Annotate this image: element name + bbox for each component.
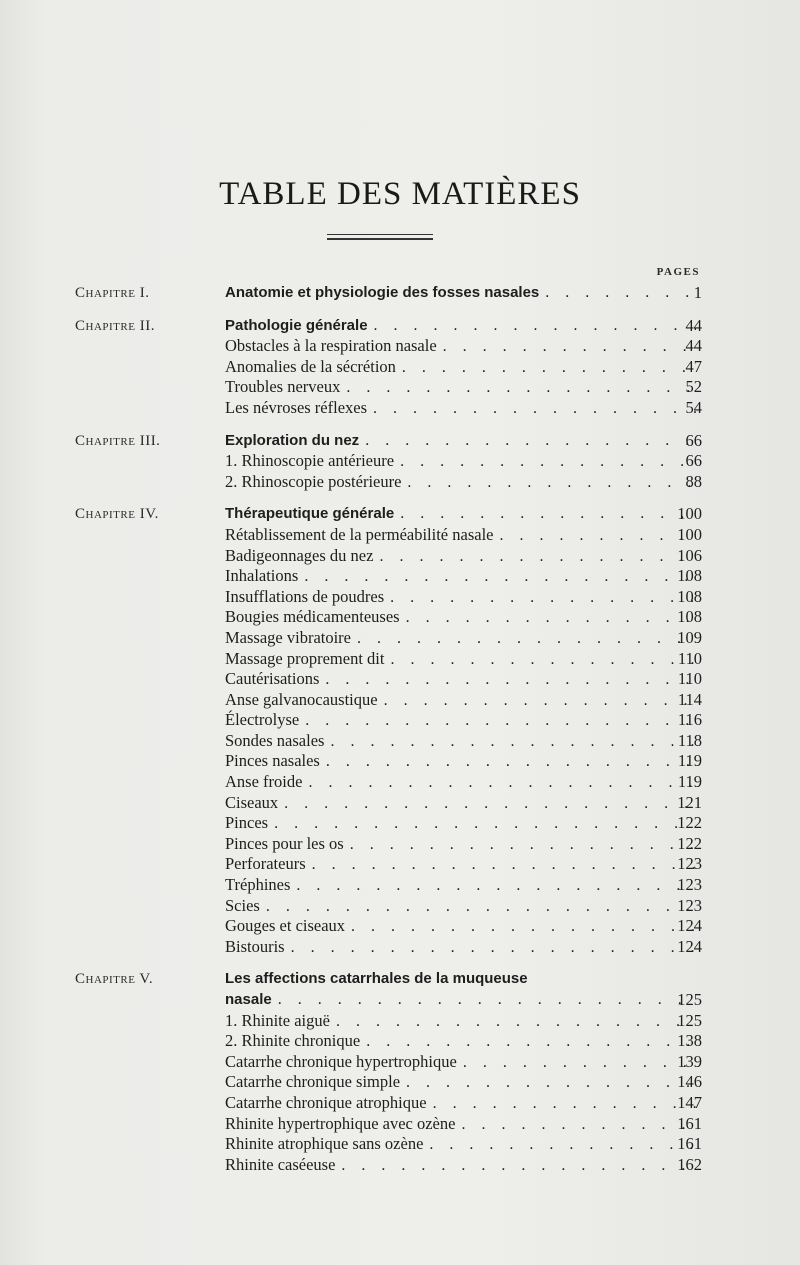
toc-row <box>0 969 800 990</box>
toc-row <box>0 813 800 834</box>
page-number: 100 <box>677 504 702 524</box>
page-number: 109 <box>677 627 702 647</box>
dot-leader <box>351 917 696 938</box>
page-number: 161 <box>677 1134 702 1154</box>
table-of-contents <box>0 283 800 1175</box>
entry-title: Massage proprement dit <box>225 648 385 668</box>
dot-leader <box>336 1012 696 1033</box>
entry-title: Gouges et ciseaux <box>225 916 346 936</box>
chapter-label: Chapitre I. <box>75 285 150 301</box>
page-number: 118 <box>677 730 702 750</box>
page-number: 124 <box>677 916 702 936</box>
dot-leader <box>366 1032 696 1053</box>
toc-entry <box>225 607 702 629</box>
chapter-label: Chapitre II. <box>75 317 155 334</box>
entry-title: Perforateurs <box>225 854 306 874</box>
entry-title: Anse galvanocaustique <box>225 689 378 709</box>
dot-leader <box>400 504 696 525</box>
entry-title: Catarrhe chronique hypertrophique <box>225 1051 457 1071</box>
entry-title: 2. Rhinite chronique <box>225 1031 361 1051</box>
page-number: 146 <box>677 1072 702 1092</box>
toc-row <box>0 990 800 1011</box>
page-number: 66 <box>685 451 702 471</box>
entry-title: Rhinite atrophique sans ozène <box>225 1134 424 1154</box>
entry-title: Pinces nasales <box>225 751 320 771</box>
toc-entry <box>225 1052 702 1074</box>
toc-entry <box>225 896 702 918</box>
toc-spacer <box>0 957 800 969</box>
dot-leader <box>443 337 696 358</box>
page-number: 123 <box>677 875 702 895</box>
entry-title: Insufflations de poudres <box>225 586 385 606</box>
page-number: 138 <box>677 1031 702 1051</box>
toc-row <box>0 710 800 731</box>
entry-title: Exploration du nez <box>225 431 360 449</box>
toc-row <box>0 607 800 628</box>
toc-row <box>0 398 800 419</box>
page-number: 114 <box>677 689 702 709</box>
entry-title: Inhalations <box>225 566 299 586</box>
dot-leader <box>384 691 696 712</box>
toc-entry <box>225 504 702 525</box>
toc-entry <box>225 1072 702 1094</box>
dot-leader <box>304 567 696 588</box>
dot-leader <box>373 399 696 420</box>
dot-leader <box>325 670 696 691</box>
page-number: 139 <box>677 1051 702 1071</box>
dot-leader <box>402 358 696 379</box>
toc-entry <box>225 854 702 876</box>
page-number: 44 <box>685 315 702 335</box>
toc-entry <box>225 377 702 399</box>
page-number: 108 <box>677 566 702 586</box>
dot-leader <box>326 752 696 773</box>
toc-entry <box>225 669 702 691</box>
toc-row <box>0 937 800 958</box>
toc-entry <box>225 690 702 712</box>
toc-entry <box>225 1134 702 1156</box>
toc-row <box>0 1011 800 1032</box>
toc-row <box>0 731 800 752</box>
toc-entry <box>225 793 702 815</box>
page-number: 106 <box>677 545 702 565</box>
toc-entry <box>225 813 702 835</box>
entry-title: Catarrhe chronique simple <box>225 1072 401 1092</box>
toc-entry <box>225 398 702 420</box>
title-rule-thick <box>327 238 433 240</box>
page-number: 52 <box>685 377 702 397</box>
page-number: 147 <box>677 1092 702 1112</box>
page-number: 1 <box>693 283 702 302</box>
dot-leader <box>545 283 696 304</box>
dot-leader <box>429 1135 696 1156</box>
dot-leader <box>312 855 696 876</box>
toc-spacer <box>0 492 800 504</box>
entry-title: Rétablissement de la perméabilité nasale <box>225 524 494 544</box>
toc-row <box>0 1072 800 1093</box>
entry-title: 1. Rhinite aiguë <box>225 1010 330 1030</box>
dot-leader <box>346 378 696 399</box>
entry-title: Pinces <box>225 813 269 833</box>
toc-entry <box>225 336 702 358</box>
dot-leader <box>365 431 696 452</box>
toc-entry <box>225 710 702 732</box>
dot-leader <box>406 1073 696 1094</box>
toc-entry <box>225 937 702 959</box>
entry-title: Pinces pour les os <box>225 833 344 853</box>
toc-row <box>0 316 800 337</box>
chapter-label: Chapitre III. <box>75 432 161 449</box>
dot-leader <box>357 629 696 650</box>
page-number: 119 <box>677 772 702 792</box>
dot-leader <box>284 794 696 815</box>
toc-entry <box>225 546 702 568</box>
toc-entry <box>225 916 702 938</box>
dot-leader <box>350 835 696 856</box>
page-number: 54 <box>685 397 702 417</box>
toc-row <box>0 525 800 546</box>
dot-leader <box>390 650 696 671</box>
title-rule-thin <box>327 234 433 235</box>
page-number: 108 <box>677 607 702 627</box>
toc-entry <box>225 472 702 494</box>
dot-leader <box>463 1053 696 1074</box>
page-number: 162 <box>677 1154 702 1174</box>
toc-row <box>0 834 800 855</box>
entry-title: Sondes nasales <box>225 730 325 750</box>
entry-title: Obstacles à la respiration nasale <box>225 336 437 356</box>
dot-leader <box>274 814 696 835</box>
toc-entry <box>225 566 702 588</box>
toc-row <box>0 772 800 793</box>
chapter-label: Chapitre IV. <box>75 506 159 523</box>
entry-title: Rhinite hypertrophique avec ozène <box>225 1113 456 1133</box>
dot-leader <box>379 547 696 568</box>
entry-title: Massage vibratoire <box>225 627 351 647</box>
dot-leader <box>341 1156 696 1177</box>
entry-title: nasale <box>225 991 272 1008</box>
toc-entry <box>225 875 702 897</box>
dot-leader <box>390 588 696 609</box>
page-number: 161 <box>677 1113 702 1133</box>
toc-row <box>0 283 800 304</box>
toc-row <box>0 690 800 711</box>
page-number: 122 <box>677 833 702 853</box>
toc-row <box>0 336 800 357</box>
entry-title: Les névroses réflexes <box>225 397 368 417</box>
toc-row <box>0 587 800 608</box>
page-number: 47 <box>685 356 702 376</box>
toc-row <box>0 669 800 690</box>
toc-row <box>0 1052 800 1073</box>
toc-row <box>0 451 800 472</box>
toc-entry <box>225 1093 702 1115</box>
toc-row <box>0 1093 800 1114</box>
toc-entry <box>225 969 760 990</box>
page-number: 122 <box>677 813 702 833</box>
toc-entry <box>225 649 702 671</box>
page-number: 110 <box>677 669 702 689</box>
toc-row <box>0 649 800 670</box>
page-number: 110 <box>677 648 702 668</box>
toc-entry <box>225 834 702 856</box>
dot-leader <box>291 938 696 959</box>
dot-leader <box>374 316 696 337</box>
toc-entry <box>225 1011 702 1033</box>
toc-spacer <box>0 304 800 316</box>
entry-title: Catarrhe chronique atrophique <box>225 1092 427 1112</box>
dot-leader <box>296 876 696 897</box>
page-number: 124 <box>677 936 702 956</box>
toc-row <box>0 546 800 567</box>
toc-row <box>0 628 800 649</box>
entry-title: 1. Rhinoscopie antérieure <box>225 451 395 471</box>
toc-entry <box>225 628 702 650</box>
toc-entry <box>225 283 702 304</box>
page-number: 125 <box>677 990 702 1009</box>
toc-entry <box>225 525 702 547</box>
page-number: 125 <box>677 1010 702 1030</box>
entry-title: Électrolyse <box>225 710 300 730</box>
entry-title: Ciseaux <box>225 792 279 812</box>
toc-entry <box>225 990 702 1011</box>
page-number: 88 <box>685 471 702 491</box>
toc-entry <box>225 1114 702 1136</box>
page-number: 123 <box>677 854 702 874</box>
dot-leader <box>400 452 696 473</box>
dot-leader <box>308 773 696 794</box>
entry-title: Badigeonnages du nez <box>225 545 374 565</box>
toc-row <box>0 1114 800 1135</box>
page-title: TABLE DES MATIÈRES <box>219 176 581 212</box>
dot-leader <box>266 897 696 918</box>
toc-row <box>0 1031 800 1052</box>
toc-row <box>0 896 800 917</box>
toc-entry <box>225 751 702 773</box>
dot-leader <box>407 473 696 494</box>
toc-entry <box>225 451 702 473</box>
entry-title: Scies <box>225 895 260 915</box>
page-number: 44 <box>685 336 702 356</box>
entry-title: Anatomie et physiologie des fosses nasales <box>225 284 540 301</box>
pages-column-header: PAGES <box>656 266 700 278</box>
dot-leader <box>278 990 696 1011</box>
page-number: 100 <box>677 524 702 544</box>
entry-title: Anse froide <box>225 772 303 792</box>
toc-row <box>0 357 800 378</box>
dot-leader <box>433 1094 696 1115</box>
dot-leader <box>461 1115 696 1136</box>
entry-title: Les affections catarrhales de la muqueuse <box>225 970 528 988</box>
entry-title: Pathologie générale <box>225 316 368 334</box>
entry-title: Tréphines <box>225 875 291 895</box>
entry-title: Anomalies de la sécrétion <box>225 356 396 376</box>
toc-row <box>0 431 800 452</box>
dot-leader <box>305 711 696 732</box>
toc-row <box>0 1134 800 1155</box>
entry-title: Troubles nerveux <box>225 377 341 397</box>
toc-entry <box>225 316 702 337</box>
page-number: 116 <box>677 710 702 730</box>
entry-title: Thérapeutique générale <box>225 505 395 523</box>
toc-entry <box>225 357 702 379</box>
toc-entry <box>225 431 702 452</box>
entry-title: Bistouris <box>225 936 285 956</box>
chapter-label: Chapitre V. <box>75 971 154 988</box>
toc-row <box>0 854 800 875</box>
toc-row <box>0 377 800 398</box>
toc-row <box>0 472 800 493</box>
toc-row <box>0 916 800 937</box>
toc-entry <box>225 1155 702 1177</box>
toc-entry <box>225 1031 702 1053</box>
toc-spacer <box>0 419 800 431</box>
toc-entry <box>225 731 702 753</box>
toc-row <box>0 751 800 772</box>
toc-row <box>0 504 800 525</box>
entry-title: Bougies médicamenteuses <box>225 607 400 627</box>
page-number: 108 <box>677 586 702 606</box>
toc-row <box>0 793 800 814</box>
dot-leader <box>406 608 696 629</box>
dot-leader <box>330 732 696 753</box>
toc-entry <box>225 772 702 794</box>
toc-row <box>0 566 800 587</box>
page-number: 119 <box>677 751 702 771</box>
toc-row <box>0 1155 800 1176</box>
entry-title: 2. Rhinoscopie postérieure <box>225 471 402 491</box>
toc-entry <box>225 587 702 609</box>
page-number: 121 <box>677 792 702 812</box>
page-number: 66 <box>685 430 702 450</box>
entry-title: Rhinite caséeuse <box>225 1154 336 1174</box>
dot-leader <box>499 526 696 547</box>
entry-title: Cautérisations <box>225 669 320 689</box>
page-number: 123 <box>677 895 702 915</box>
toc-row <box>0 875 800 896</box>
